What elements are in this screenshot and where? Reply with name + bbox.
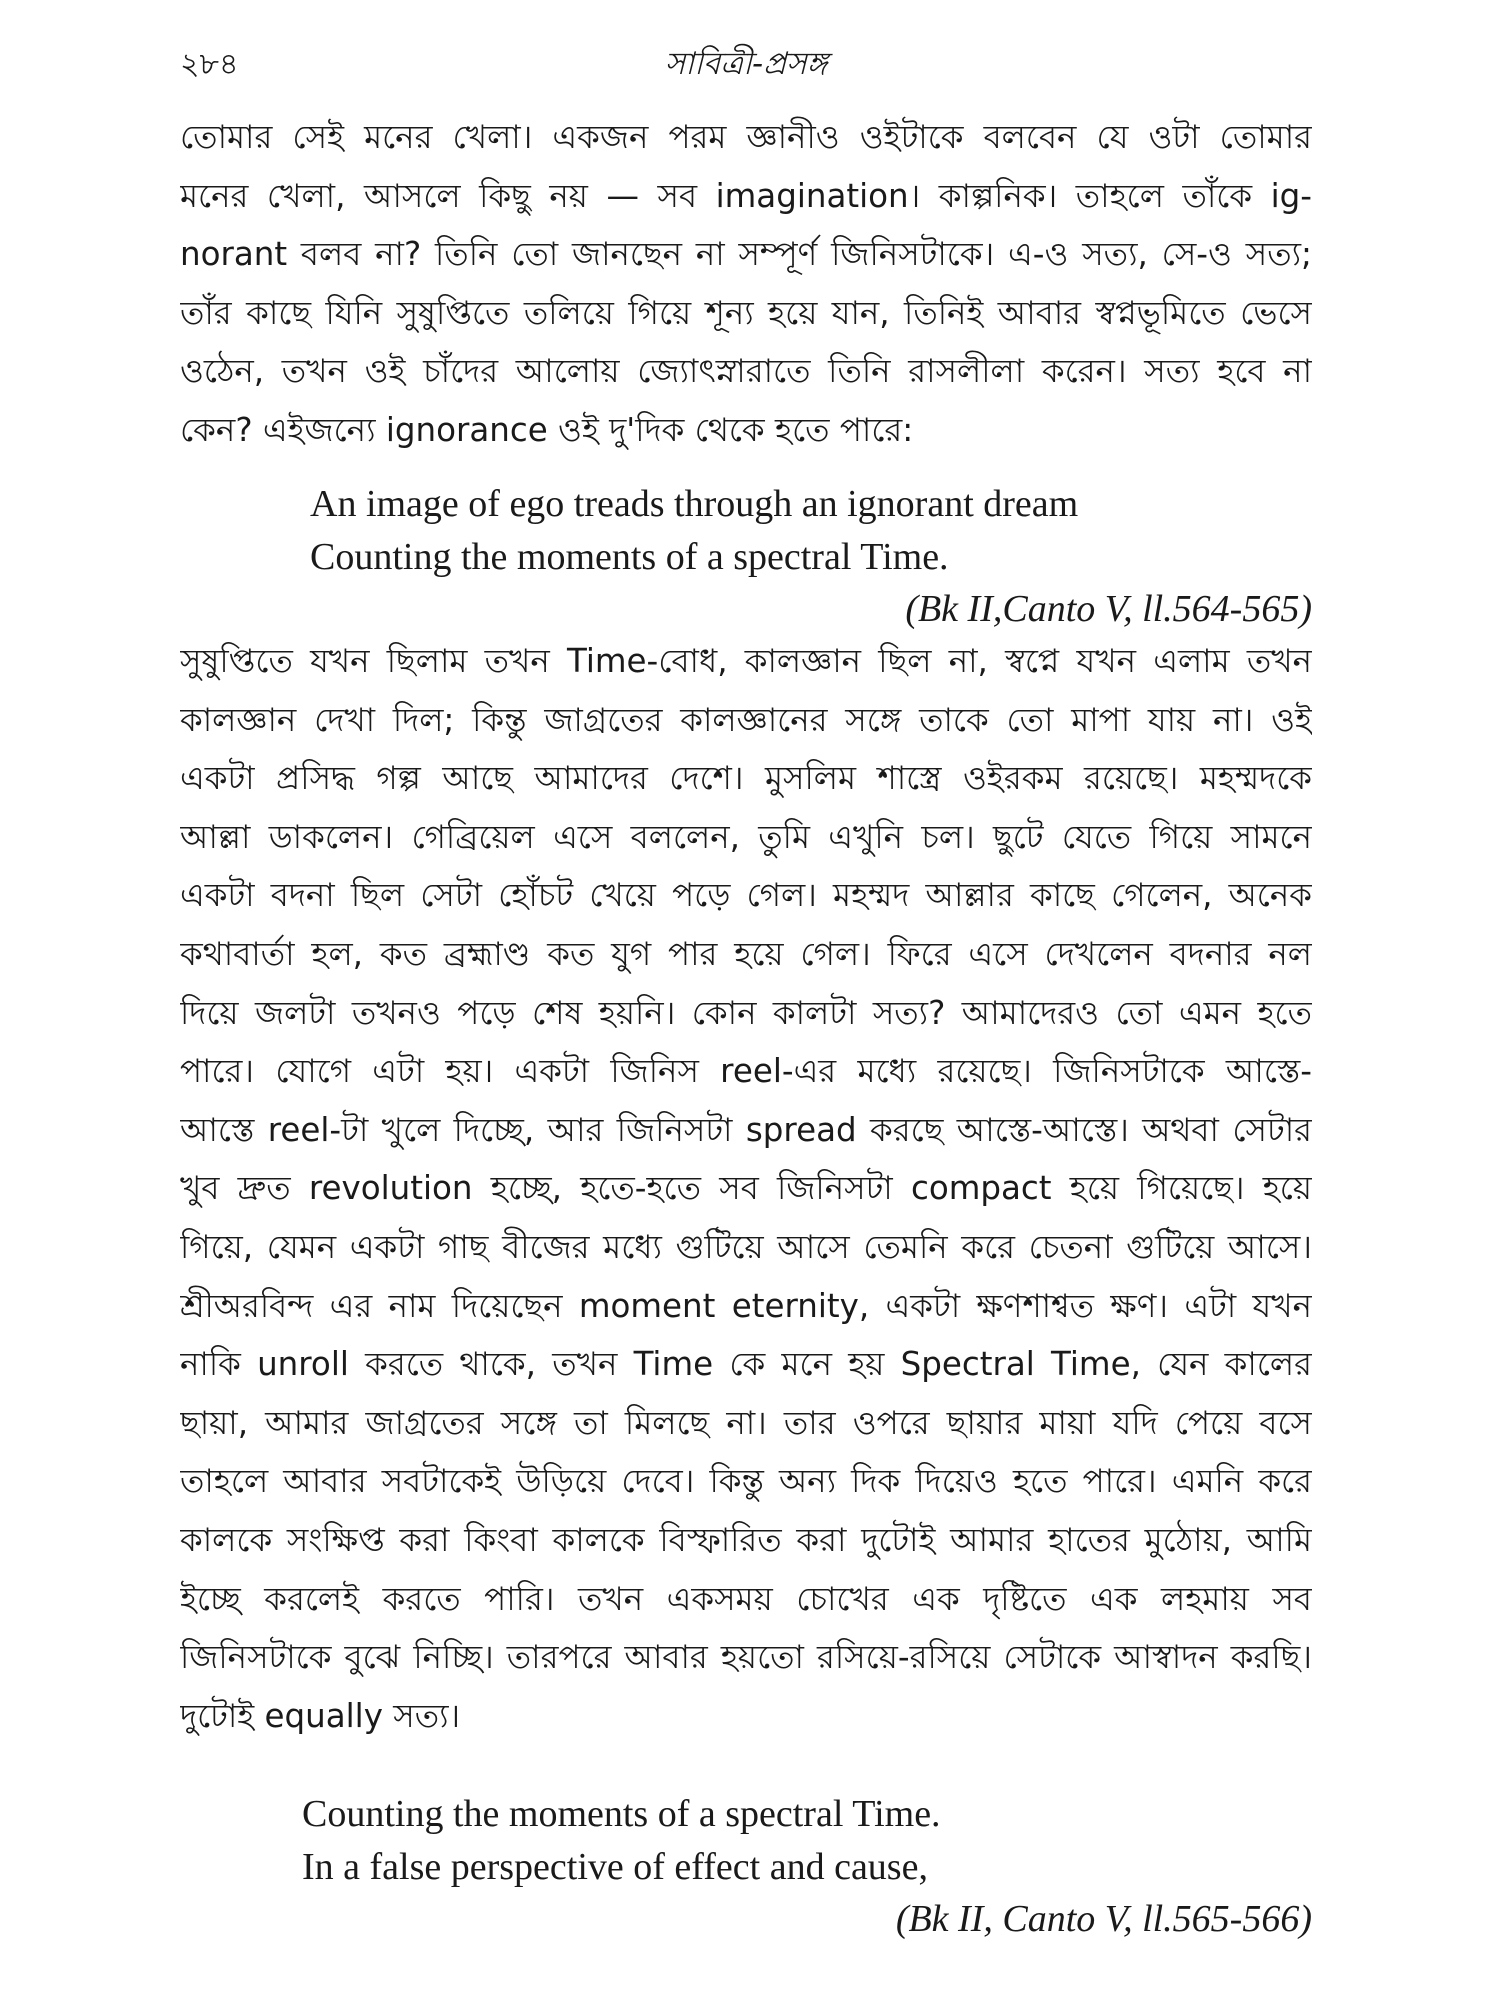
text-line: তোমার সেই মনের খেলা। একজন পরম জ্ঞানীও ওইটাকে বলবেন যে ওটা তোমার (180, 118, 1312, 156)
citation-2: (Bk II, Canto V, ll.565-566) (895, 1898, 1312, 1940)
text-line: জিনিসটাকে বুঝে নিচ্ছি। তারপরে আবার হয়তো রসিয়ে-রসিয়ে সেটাকে আস্বাদন করছি। (180, 1638, 1312, 1677)
verse-line: Counting the moments of a spectral Time. (310, 536, 949, 578)
text-line: পারে। যোগে এটা হয়। একটা জিনিস reel-এর মধ্যে রয়েছে। জিনিসটাকে আস্তে- (180, 1052, 1312, 1091)
verse-quote-2 (302, 1788, 941, 1894)
text-line: দুটোই equally সত্য। (180, 1696, 461, 1735)
citation-1: (Bk II,Canto V, ll.564-565) (905, 588, 1312, 630)
text-line: মনের খেলা, আসলে কিছু নয় — সব imagination। কাল্পনিক। তাহলে তাঁকে ig- (180, 176, 1312, 215)
page-number: ২৮৪ (180, 47, 239, 82)
page-header (180, 40, 1312, 100)
text-line: ওঠেন, তখন ওই চাঁদের আলোয় জ্যোৎস্নারাতে তিনি রাসলীলা করেন। সত্য হবে না (180, 352, 1312, 391)
text-line: একটা প্রসিদ্ধ গল্প আছে আমাদের দেশে। মুসলিম শাস্ত্রে ওইরকম রয়েছে। মহম্মদকে (180, 759, 1312, 798)
paragraph-1 (180, 108, 1312, 460)
text-line: কালকে সংক্ষিপ্ত করা কিংবা কালকে বিস্ফারিত করা দুটোই আমার হাতের মুঠোয়, আমি (180, 1520, 1312, 1559)
verse-line: In a false perspective of effect and cause, (302, 1846, 928, 1888)
text-line: সুষুপ্তিতে যখন ছিলাম তখন Time-বোধ, কালজ্ঞান ছিল না, স্বপ্নে যখন এলাম তখন (180, 642, 1312, 680)
verse-quote-1 (310, 478, 1078, 584)
running-title: সাবিত্রী-প্রসঙ্গ (664, 46, 828, 82)
paragraph-2 (180, 632, 1312, 1745)
verse-line: Counting the moments of a spectral Time. (302, 1793, 941, 1835)
text-line: ছায়া, আমার জাগ্রতের সঙ্গে তা মিলছে না। তার ওপরে ছায়ার মায়া যদি পেয়ে বসে (180, 1403, 1312, 1442)
text-line: একটা বদনা ছিল সেটা হোঁচট খেয়ে পড়ে গেল। মহম্মদ আল্লার কাছে গেলেন, অনেক (180, 876, 1312, 915)
text-line: তাঁর কাছে যিনি সুষুপ্তিতে তলিয়ে গিয়ে শূন্য হয়ে যান, তিনিই আবার স্বপ্নভূমিতে ভেসে (180, 293, 1312, 332)
text-line: আল্লা ডাকলেন। গেব্রিয়েল এসে বললেন, তুমি এখুনি চল। ছুটে যেতে গিয়ে সামনে (180, 817, 1312, 856)
text-line: দিয়ে জলটা তখনও পড়ে শেষ হয়নি। কোন কালটা সত্য? আমাদেরও তো এমন হতে (180, 993, 1312, 1032)
text-line: কালজ্ঞান দেখা দিল; কিন্তু জাগ্রতের কালজ্ঞানের সঙ্গে তাকে তো মাপা যায় না। ওই (180, 700, 1312, 739)
text-line: ইচ্ছে করলেই করতে পারি। তখন একসময় চোখের এক দৃষ্টিতে এক লহমায় সব (180, 1579, 1312, 1618)
verse-line: An image of ego treads through an ignorant dream (310, 483, 1079, 525)
text-line: শ্রীঅরবিন্দ এর নাম দিয়েছেন moment eternity, একটা ক্ষণশাশ্বত ক্ষণ। এটা যখন (180, 1286, 1312, 1325)
text-line: নাকি unroll করতে থাকে, তখন Time কে মনে হয় Spectral Time, যেন কালের (180, 1345, 1312, 1384)
text-line: খুব দ্রুত revolution হচ্ছে, হতে-হতে সব জিনিসটা compact হয়ে গিয়েছে। হয়ে (180, 1169, 1312, 1208)
text-line: গিয়ে, যেমন একটা গাছ বীজের মধ্যে গুটিয়ে আসে তেমনি করে চেতনা গুটিয়ে আসে। (180, 1227, 1312, 1266)
text-line: আস্তে reel-টা খুলে দিচ্ছে, আর জিনিসটা spread করছে আস্তে-আস্তে। অথবা সেটার (180, 1110, 1312, 1149)
text-line: তাহলে আবার সবটাকেই উড়িয়ে দেবে। কিন্তু অন্য দিক দিয়েও হতে পারে। এমনি করে (180, 1462, 1312, 1501)
text-line: কথাবার্তা হল, কত ব্রহ্মাণ্ড কত যুগ পার হয়ে গেল। ফিরে এসে দেখলেন বদনার নল (180, 934, 1312, 973)
text-line: norant বলব না? তিনি তো জানছেন না সম্পূর্ণ জিনিসটাকে। এ-ও সত্য, সে-ও সত্য; (180, 235, 1312, 274)
text-line: কেন? এইজন্যে ignorance ওই দু'দিক থেকে হতে পারে: (180, 410, 914, 449)
